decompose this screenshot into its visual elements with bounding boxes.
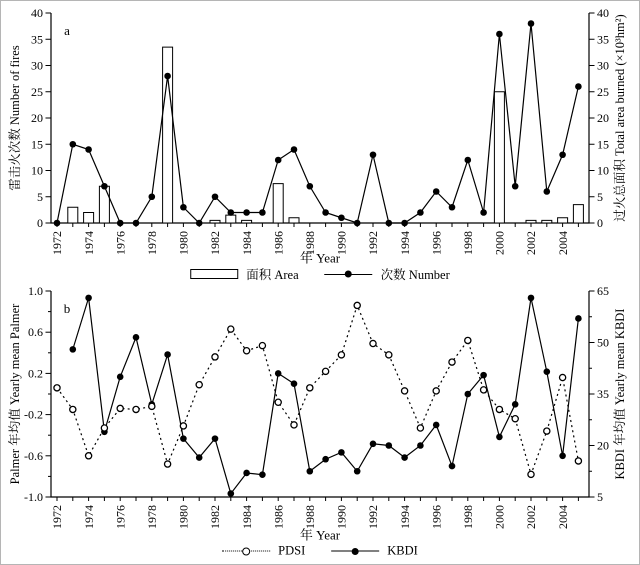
panel-a-left-tick-label: 10 bbox=[31, 163, 43, 178]
pdsi-point bbox=[291, 422, 297, 428]
kbdi-point bbox=[228, 490, 235, 497]
number-point bbox=[575, 83, 582, 90]
panel-a-year-label: 1980 bbox=[176, 231, 191, 255]
pdsi-line bbox=[57, 305, 578, 474]
filled-dot-icon bbox=[345, 271, 352, 278]
kbdi-line-swatch bbox=[331, 546, 379, 557]
kbdi-point bbox=[338, 449, 345, 456]
panel-b-year-label: 1974 bbox=[81, 505, 96, 529]
panel-b-left-tick-label: 0.6 bbox=[28, 325, 43, 340]
kbdi-point bbox=[70, 346, 77, 353]
number-point bbox=[559, 151, 566, 158]
kbdi-point bbox=[370, 440, 377, 447]
kbdi-point bbox=[307, 468, 314, 475]
kbdi-point bbox=[433, 422, 440, 429]
panel-b-year-label: 1976 bbox=[113, 505, 128, 529]
area-bar bbox=[99, 186, 109, 223]
panel-a-left-axis-title: 雷击火次数 Number of fires bbox=[8, 45, 22, 191]
pdsi-point bbox=[370, 340, 376, 346]
pdsi-point bbox=[417, 425, 423, 431]
kbdi-point bbox=[291, 380, 298, 387]
panel-b-left-tick-label: 0.2 bbox=[28, 366, 43, 381]
panel-a-left-tick-label: 15 bbox=[31, 137, 43, 152]
panel-b-year-label: 1982 bbox=[208, 505, 223, 529]
panel-b-year-label: 2004 bbox=[555, 505, 570, 529]
pdsi-point bbox=[86, 453, 92, 459]
number-point bbox=[386, 220, 393, 227]
number-point bbox=[528, 20, 535, 27]
pdsi-point bbox=[149, 403, 155, 409]
pdsi-point bbox=[101, 425, 107, 431]
panel-b-legend bbox=[222, 544, 418, 559]
panel-a-right-tick-label: 35 bbox=[597, 32, 609, 47]
panel-a-year-label: 1988 bbox=[303, 231, 317, 255]
kbdi-point bbox=[449, 463, 456, 470]
area-bar bbox=[573, 205, 583, 223]
kbdi-point bbox=[212, 435, 219, 442]
kbdi-point bbox=[117, 374, 124, 381]
number-point bbox=[228, 209, 235, 216]
number-point bbox=[70, 141, 77, 148]
pdsi-point bbox=[386, 352, 392, 358]
panel-a-right-tick-label: 20 bbox=[597, 111, 609, 125]
kbdi-point bbox=[259, 471, 266, 478]
panel-b-year-label: 2002 bbox=[524, 505, 539, 529]
panel-a-year-label: 1990 bbox=[334, 231, 349, 255]
panel-b-year-label: 1984 bbox=[239, 505, 254, 529]
panel-b-axes bbox=[51, 291, 589, 497]
kbdi-point bbox=[164, 351, 171, 358]
pdsi-point bbox=[560, 374, 566, 380]
panel-b-year-label: 1986 bbox=[271, 505, 286, 529]
pdsi-point bbox=[275, 399, 281, 405]
number-point bbox=[275, 157, 282, 164]
panel-b-left-tick-label: 1.0 bbox=[28, 284, 43, 298]
panel-a-year-label: 2004 bbox=[555, 231, 570, 255]
kbdi-point bbox=[133, 334, 140, 341]
number-point bbox=[85, 146, 92, 153]
kbdi-point bbox=[559, 453, 566, 460]
panel-b-year-label: 1980 bbox=[176, 505, 191, 529]
pdsi-point bbox=[228, 326, 234, 332]
number-point bbox=[259, 209, 266, 216]
kbdi-point bbox=[386, 442, 393, 449]
pdsi-point bbox=[244, 348, 250, 354]
number-point bbox=[212, 193, 219, 200]
panel-a-year-label: 1984 bbox=[239, 230, 254, 255]
pdsi-point bbox=[307, 385, 313, 391]
number-point bbox=[354, 220, 361, 227]
kbdi-point bbox=[575, 315, 582, 322]
filled-dot-icon bbox=[352, 548, 359, 555]
number-point bbox=[196, 220, 203, 227]
panel-a-year-label: 1974 bbox=[81, 231, 96, 255]
panel-a-year-label: 2002 bbox=[524, 231, 539, 255]
kbdi-point bbox=[85, 295, 92, 302]
panel-a-left-tick-label: 25 bbox=[31, 84, 43, 99]
number-point bbox=[417, 209, 424, 216]
number-point bbox=[117, 220, 124, 227]
panel-b-left-tick-label: -0.2 bbox=[24, 407, 43, 422]
pdsi-point bbox=[117, 405, 123, 411]
pdsi-point bbox=[449, 359, 455, 365]
kbdi-point bbox=[465, 391, 472, 398]
number-point bbox=[291, 146, 298, 153]
kbdi-point bbox=[480, 372, 487, 379]
panel-a-legend bbox=[190, 265, 450, 283]
panel-a-left-tick-label: 5 bbox=[37, 189, 43, 204]
panel-b-year-label: 1990 bbox=[334, 505, 349, 529]
number-point bbox=[322, 209, 329, 216]
pdsi-point bbox=[212, 354, 218, 360]
kbdi-point bbox=[512, 401, 519, 408]
area-bar bbox=[558, 218, 568, 223]
panel-b-xaxis-title: 年 Year bbox=[299, 527, 341, 543]
number-point bbox=[149, 193, 156, 200]
panel-a-left-tick-label: 0 bbox=[37, 216, 43, 230]
panel-a-year-label: 1998 bbox=[461, 231, 475, 255]
number-point bbox=[180, 204, 187, 211]
kbdi-line bbox=[73, 298, 579, 494]
number-point bbox=[338, 214, 345, 221]
number-line-swatch bbox=[325, 269, 373, 280]
pdsi-dotted-swatch bbox=[222, 546, 270, 557]
panel-b-year-label: 1992 bbox=[366, 505, 381, 529]
pdsi-point bbox=[259, 342, 265, 348]
kbdi-point bbox=[243, 470, 250, 477]
panel-a-year-label: 2000 bbox=[492, 230, 507, 255]
kbdi-point bbox=[180, 435, 187, 442]
panel-b-year-label: 1972 bbox=[50, 505, 65, 529]
pdsi-point bbox=[165, 461, 171, 467]
area-bar bbox=[542, 220, 552, 223]
panel-b-year-label: 1978 bbox=[145, 505, 159, 529]
number-point bbox=[101, 183, 108, 190]
panel-a-right-tick-label: 5 bbox=[597, 189, 603, 204]
pdsi-point bbox=[196, 382, 202, 388]
number-point bbox=[243, 209, 250, 216]
panel-a-left-tick-label: 35 bbox=[31, 32, 43, 47]
panel-a-year-label: 1992 bbox=[366, 231, 381, 255]
number-point bbox=[544, 188, 551, 195]
kbdi-point bbox=[401, 454, 408, 461]
panel-a-right-tick-label: 30 bbox=[597, 58, 609, 73]
panel-a-year-label: 1978 bbox=[145, 231, 159, 255]
area-bar bbox=[68, 207, 78, 223]
pdsi-point bbox=[496, 406, 502, 412]
pdsi-point bbox=[180, 423, 186, 429]
pdsi-point bbox=[323, 368, 329, 374]
panel-b-right-tick-label: 50 bbox=[597, 335, 609, 350]
pdsi-point bbox=[402, 388, 408, 394]
pdsi-point bbox=[70, 406, 76, 412]
number-point bbox=[449, 204, 456, 211]
panel-b-left-axis-title: Palmer 年均值 Yearly mean Palmer bbox=[8, 303, 22, 485]
panel-b-right-tick-label: 5 bbox=[597, 490, 603, 504]
number-point bbox=[370, 151, 377, 158]
kbdi-point bbox=[275, 370, 282, 377]
panel-b-year-label: 1998 bbox=[461, 505, 475, 529]
panel-a-year-label: 1982 bbox=[208, 231, 223, 255]
pdsi-point bbox=[338, 352, 344, 358]
pdsi-point bbox=[433, 388, 439, 394]
kbdi-point bbox=[544, 368, 551, 375]
area-bar bbox=[242, 220, 252, 223]
panel-b-year-label: 2000 bbox=[492, 504, 507, 529]
panel-b-left-tick-label: -0.6 bbox=[24, 448, 43, 463]
number-point bbox=[480, 209, 487, 216]
kbdi-point bbox=[528, 295, 535, 302]
panel-a-left-tick-label: 20 bbox=[31, 111, 43, 125]
number-point bbox=[133, 220, 140, 227]
legend-label-area: 面积 Area bbox=[246, 268, 299, 282]
legend-label-number: 次数 Number bbox=[380, 268, 450, 282]
panel-a-xaxis-title: 年 Year bbox=[299, 250, 341, 266]
panel-a-year-label: 1972 bbox=[50, 231, 65, 255]
panel-a-left-tick-label: 30 bbox=[31, 58, 43, 73]
pdsi-point bbox=[512, 416, 518, 422]
number-point bbox=[512, 183, 519, 190]
legend-label-pdsi: PDSI bbox=[278, 543, 306, 558]
panel-b-right-tick-label: 35 bbox=[597, 387, 609, 401]
kbdi-point bbox=[496, 434, 503, 441]
panel-b-letter: b bbox=[63, 301, 71, 316]
panel-a-year-label: 1976 bbox=[113, 231, 128, 255]
pdsi-point bbox=[354, 302, 360, 308]
panel-a-letter: a bbox=[64, 23, 70, 38]
pdsi-point bbox=[54, 385, 60, 391]
panel-b-right-axis-title: KBDI 年均值 Yearly mean KBDI bbox=[613, 308, 627, 480]
panel-a-right-tick-label: 10 bbox=[597, 163, 609, 178]
panel-a-year-label: 1986 bbox=[271, 231, 286, 255]
number-point bbox=[496, 31, 503, 38]
panel-b-right-tick-label: 65 bbox=[597, 284, 609, 298]
legend-label-kbdi: KBDI bbox=[387, 543, 418, 558]
dual-panel-chart bbox=[1, 1, 640, 565]
panel-a-left-tick-label: 40 bbox=[31, 6, 43, 20]
number-point bbox=[307, 183, 314, 190]
panel-b-year-label: 1988 bbox=[303, 505, 317, 529]
pdsi-point bbox=[465, 337, 471, 343]
area-bar bbox=[226, 215, 236, 223]
number-point bbox=[433, 188, 440, 195]
kbdi-point bbox=[417, 442, 424, 449]
panel-a-right-tick-label: 0 bbox=[597, 216, 603, 230]
kbdi-point bbox=[322, 456, 329, 463]
panel-a-right-axis-title: 过火总面积 Total area burned (×10³hm²) bbox=[613, 14, 627, 222]
pdsi-point bbox=[528, 471, 534, 477]
pdsi-point bbox=[133, 406, 139, 412]
area-bar bbox=[289, 218, 299, 223]
area-bar-swatch bbox=[190, 269, 238, 279]
pdsi-point bbox=[481, 387, 487, 393]
area-bar bbox=[526, 220, 536, 223]
area-bar bbox=[494, 92, 504, 223]
number-point bbox=[401, 220, 408, 227]
panel-b-year-label: 1996 bbox=[429, 505, 444, 529]
panel-a-year-label: 1996 bbox=[429, 231, 444, 255]
area-bar bbox=[210, 220, 220, 223]
area-bar bbox=[273, 184, 283, 223]
number-point bbox=[54, 220, 61, 227]
pdsi-point bbox=[575, 458, 581, 464]
kbdi-point bbox=[354, 468, 361, 475]
number-point bbox=[465, 157, 472, 164]
panel-b-year-label: 1994 bbox=[397, 505, 412, 529]
panel-a-right-tick-label: 25 bbox=[597, 84, 609, 99]
panel-b-right-tick-label: 20 bbox=[597, 438, 609, 453]
panel-a-right-tick-label: 15 bbox=[597, 137, 609, 152]
pdsi-point bbox=[544, 428, 550, 434]
panel-b-left-tick-label: -1.0 bbox=[24, 490, 43, 504]
panel-a-right-tick-label: 40 bbox=[597, 6, 609, 20]
kbdi-point bbox=[196, 454, 203, 461]
number-point bbox=[164, 73, 171, 80]
open-dot-icon bbox=[242, 547, 250, 555]
panel-a-year-label: 1994 bbox=[397, 231, 412, 255]
area-bar bbox=[84, 213, 94, 224]
